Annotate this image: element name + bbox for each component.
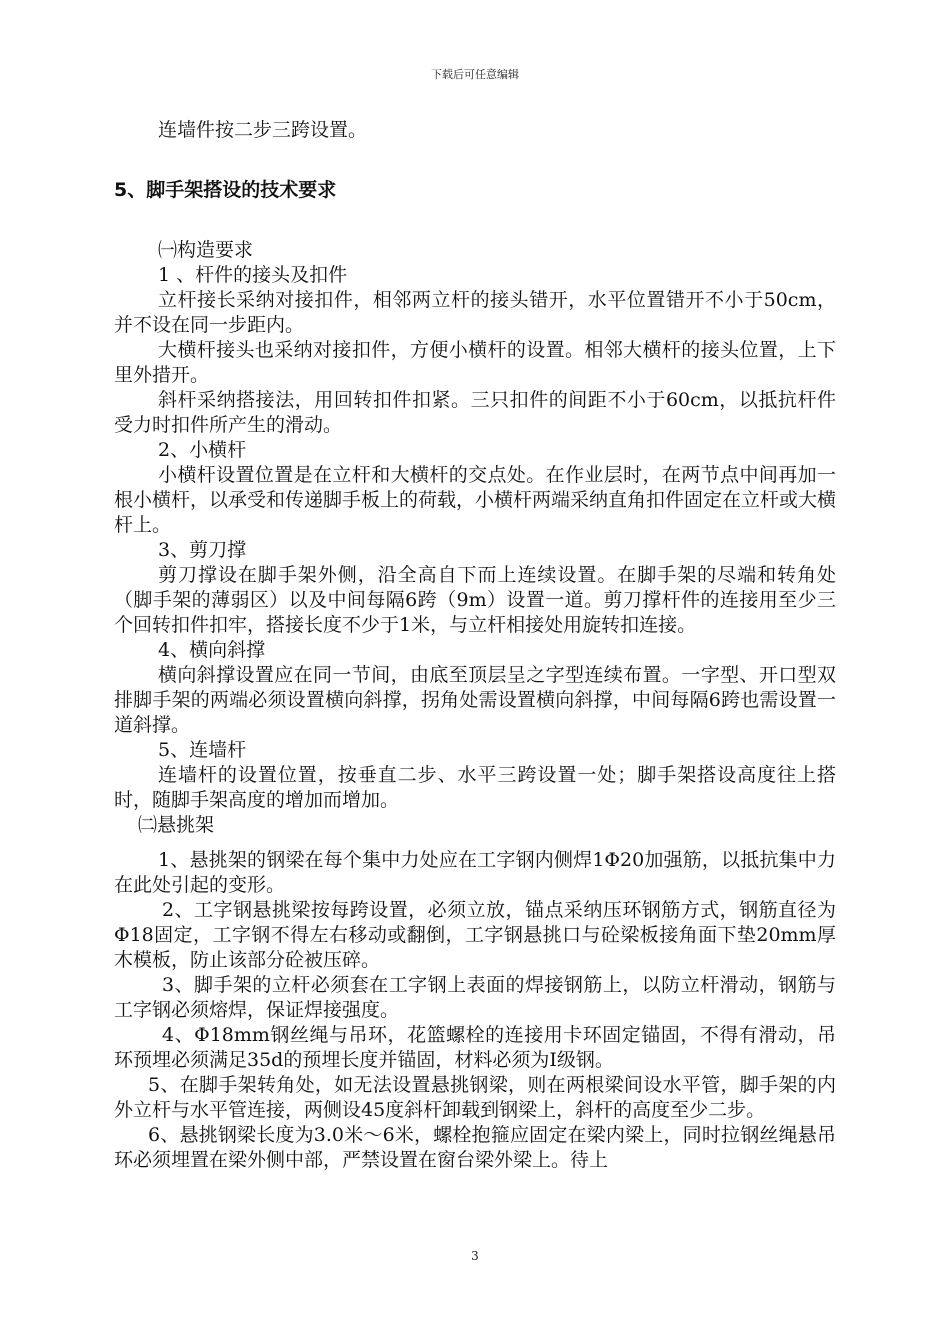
part2-item: 3、脚手架的立杆必须套在工字钢上表面的焊接钢筋上，以防立杆滑动，钢筋与工字钢必须熔焊，保证焊接强度。 [114,974,836,1021]
part2-item: 5、在脚手架转角处，如无法设置悬挑钢梁，则在两根梁间设水平管，脚手架的内外立杆与水平管连接，两侧设45度斜杆卸载到钢梁上，斜杆的高度至少二步。 [114,1074,836,1121]
section-title: 5、脚手架搭设的技术要求 [114,179,337,201]
part2-item: 2、工字钢悬挑梁按每跨设置，必须立放，锚点采纳压环钢筋方式，钢筋直径为Φ18固定，工字钢不得左右移动或翻倒，工字钢悬挑口与砼梁板接角面下垫20mm厚木模板，防止该部分砼被压碎。 [114,899,836,971]
page-header: 下载后可任意编辑 [431,68,519,81]
part1-item: 横向斜撑设置应在同一节间，由底至顶层呈之字型连续布置。一字型、开口型双排脚手架的两端必须设置横向斜撑，拐角处需设置横向斜撑，中间每隔6跨也需设置一道斜撑。 [114,664,836,736]
part2-item: 6、悬挑钢梁长度为3.0米～6米，螺栓抱箍应固定在梁内梁上，同时拉钢丝绳悬吊环必须埋置在梁外侧中部，严禁设置在窗台梁外梁上。待上 [114,1124,836,1171]
part1-item: 大横杆接头也采纳对接扣件，方便小横杆的设置。相邻大横杆的接头位置，上下里外措开。 [114,339,836,386]
part1-item: 剪刀撑设在脚手架外侧，沿全高自下而上连续设置。在脚手架的尽端和转角处（脚手架的薄弱区）以及中间每隔6跨（9m）设置一道。剪刀撑杆件的连接用至少三个回转扣件扣牢，搭接长度不少于1米，与立杆相接处用旋转扣连接。 [114,564,836,636]
part1-item: 2、小横杆 [158,439,247,461]
part1-item: 小横杆设置位置是在立杆和大横杆的交点处。在作业层时，在两节点中间再加一根小横杆，以承受和传递脚手板上的荷载，小横杆两端采纳直角扣件固定在立杆或大横杆上。 [114,464,837,536]
part1-item: 斜杆采纳搭接法，用回转扣件扣紧。三只扣件的间距不小于60cm，以抵抗杆件受力时扣件所产生的滑动。 [114,389,836,436]
part1-title: ㈠构造要求 [158,239,254,261]
page-number: 3 [471,1249,479,1263]
part1-item: 3、剪刀撑 [158,539,247,561]
part2-title: ㈡悬挑架 [138,814,215,836]
intro-paragraph: 连墙件按二步三跨设置。 [158,119,368,141]
part1-item: 4、横向斜撑 [158,639,266,661]
document-body [114,118,836,1173]
part1-item: 1 、杆件的接头及扣件 [158,264,348,286]
part2-item: 1、悬挑架的钢梁在每个集中力处应在工字钢内侧焊1Φ20加强筋，以抵抗集中力在此处引起的变形。 [114,849,836,896]
part2-item: 4、Φ18mm钢丝绳与吊环，花篮螺栓的连接用卡环固定锚固，不得有滑动，吊环预埋必须满足35d的预埋长度并锚固，材料必须为Ⅰ级钢。 [114,1024,836,1071]
part1-item: 立杆接长采纳对接扣件，相邻两立杆的接头错开，水平位置错开不小于50cm，并不设在同一步距内。 [114,289,836,336]
part1-item: 5、连墙杆 [158,739,247,761]
part1-item: 连墙杆的设置位置，按垂直二步、水平三跨设置一处；脚手架搭设高度往上搭时，随脚手架高度的增加而增加。 [114,764,836,811]
